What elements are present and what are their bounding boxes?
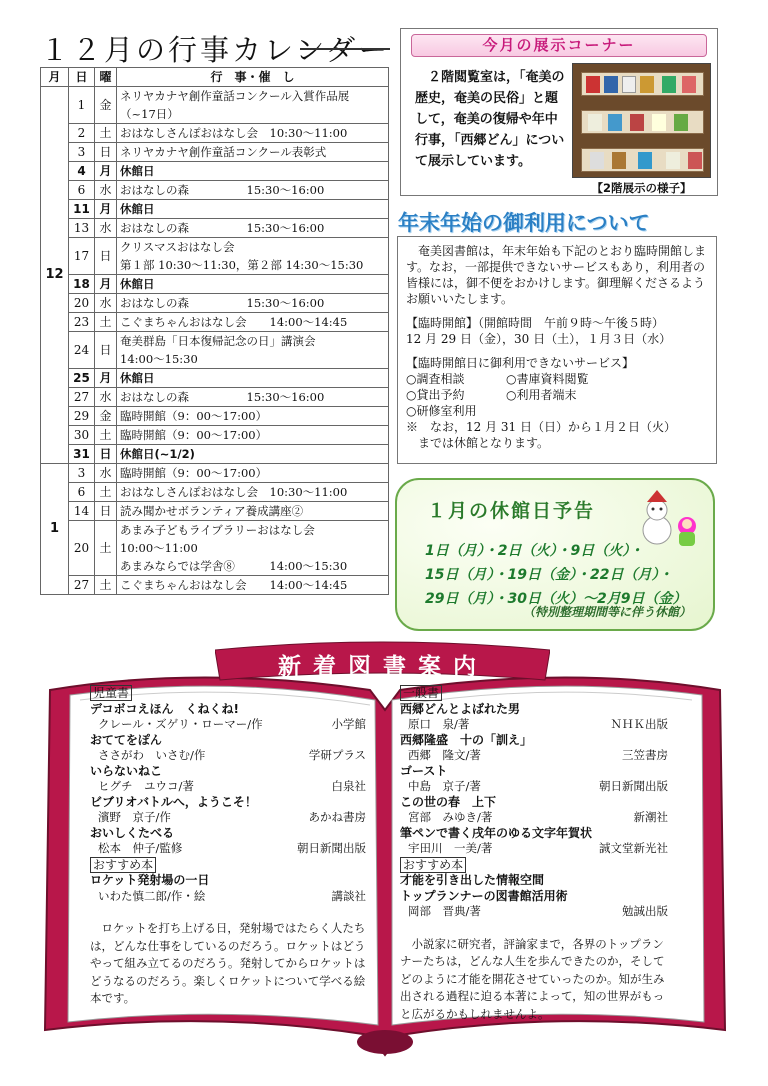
- calendar-day: 3: [69, 464, 95, 483]
- event-calendar-table: [40, 67, 389, 595]
- book-title: 西郷隆盛 十の「訓え」: [400, 732, 533, 747]
- calendar-row: [41, 219, 389, 238]
- calendar-row: [41, 313, 389, 332]
- book-credit: [90, 810, 366, 826]
- calendar-weekday: 土: [95, 426, 117, 445]
- book-publisher: 朝日新聞出版: [599, 779, 668, 793]
- calendar-row: [41, 483, 389, 502]
- calendar-weekday: 金: [95, 87, 117, 124]
- general-recommend-label: おすすめ本: [400, 857, 466, 873]
- calendar-day: 1: [69, 87, 95, 124]
- calendar-day: 20: [69, 521, 95, 576]
- calendar-weekday: 土: [95, 576, 117, 595]
- calendar-row: [41, 445, 389, 464]
- calendar-day: 11: [69, 200, 95, 219]
- exhibit-title: 今月の展示コーナー: [411, 34, 707, 57]
- calendar-event: 休館日: [117, 200, 389, 219]
- exhibit-box: [400, 28, 718, 196]
- children-recommend-label: おすすめ本: [90, 857, 156, 873]
- recommend-book-title: 才能を引き出した情報空間 トップランナーの図書館活用術: [400, 873, 568, 903]
- calendar-event: おはなしの森 15:30～16:00: [117, 294, 389, 313]
- book-title: 西郷どんとよばれた男: [400, 701, 521, 716]
- calendar-day: 31: [69, 445, 95, 464]
- calendar-row: [41, 124, 389, 143]
- recommend-book-title: ロケット発射場の一日: [90, 873, 210, 887]
- calendar-event: 休館日: [117, 162, 389, 181]
- calendar-event: 臨時開館（9：00～17:00）: [117, 426, 389, 445]
- book-publisher: 勉誠出版: [622, 904, 668, 918]
- book-author: クレール・ズゲリ・ローマー/作: [98, 717, 263, 731]
- calendar-event: おはなしの森 15:30～16:00: [117, 219, 389, 238]
- new-year-title: 年末年始の御利用について: [398, 211, 650, 235]
- calendar-row: [41, 576, 389, 595]
- calendar-weekday: 土: [95, 313, 117, 332]
- closure-dates-line: 29日（月）・30日（火）～2月9日（金）: [425, 591, 687, 607]
- book-title: ゴースト: [400, 763, 448, 778]
- calendar-event: こぐまちゃんおはなし会 14:00～14:45: [117, 576, 389, 595]
- calendar-weekday: 水: [95, 181, 117, 200]
- calendar-weekday: 月: [95, 200, 117, 219]
- recommend-book-credit: [400, 904, 668, 920]
- calendar-event: 奄美群島「日本復帰記念の日」講演会 14:00～15:30: [117, 332, 389, 369]
- book-title: 筆ペンで書く戌年のゆる文字年賀状: [400, 825, 593, 840]
- book-title: おててをぽん: [90, 732, 162, 747]
- calendar-weekday: 日: [95, 502, 117, 521]
- unavailable-heading: 【臨時開館日に御利用できないサービス】: [406, 356, 635, 370]
- book-credit: [400, 717, 668, 733]
- book-publisher: 講談社: [331, 888, 366, 903]
- calendar-row: [41, 407, 389, 426]
- calendar-row: [41, 162, 389, 181]
- general-recommend-description: 小説家に研究者，評論家まで，各界のトップランナーたちは，どんな人生を歩んできたのか，そしてどのように才能を開花させていったのか。知が生み出される過程に迫る本著によって，知の世界がもっと広がるかもしれませんよ。: [400, 936, 665, 1021]
- january-closures: [395, 478, 715, 631]
- calendar-event: 休館日: [117, 275, 389, 294]
- calendar-day: 29: [69, 407, 95, 426]
- book-author: 岡部 晋典/著: [408, 904, 481, 918]
- service-item: ○研修室利用: [406, 404, 477, 418]
- calendar-event: 臨時開館（9：00～17:00）: [117, 464, 389, 483]
- children-book-list: [90, 702, 366, 857]
- calendar-title: １２月の行事カレンダー: [40, 33, 391, 67]
- calendar-month: 12: [41, 87, 69, 464]
- book-publisher: 三笠書房: [622, 748, 668, 762]
- calendar-row: [41, 200, 389, 219]
- calendar-event: 読み聞かせボランティア養成講座②: [117, 502, 389, 521]
- calendar-day: 27: [69, 576, 95, 595]
- recommend-book-credit: [90, 889, 366, 905]
- calendar-weekday: 月: [95, 275, 117, 294]
- book-credit: [400, 748, 668, 764]
- calendar-day: 6: [69, 181, 95, 200]
- exhibit-photo-caption: 【2階展示の様子】: [591, 181, 692, 195]
- calendar-day: 3: [69, 143, 95, 162]
- closure-dates-line: 1日（月）・2日（火）・9日（火）・: [425, 543, 644, 559]
- book-credit: [400, 841, 668, 857]
- calendar-row: [41, 369, 389, 388]
- book-credit: [400, 779, 668, 795]
- book-author: 原口 泉/著: [408, 717, 470, 731]
- calendar-row: [41, 332, 389, 369]
- unavailable-services: [406, 371, 708, 419]
- calendar-row: [41, 464, 389, 483]
- service-item: ○利用者端末: [506, 388, 577, 402]
- exhibit-photo: [572, 63, 711, 178]
- calendar-weekday: 土: [95, 483, 117, 502]
- calendar-row: [41, 275, 389, 294]
- calendar-event: こぐまちゃんおはなし会 14:00～14:45: [117, 313, 389, 332]
- book-author: ささがわ いさむ/作: [98, 748, 206, 762]
- open-dates: 12 月 29 日（金），30 日（土），１月３日（水）: [406, 332, 672, 346]
- children-books-page: [90, 685, 366, 1008]
- calendar-weekday: 水: [95, 219, 117, 238]
- book-publisher: 学研プラス: [308, 748, 366, 762]
- book-publisher: 白泉社: [331, 779, 366, 793]
- book-author: いわた慎二郎/作・絵: [98, 888, 206, 903]
- calendar-day: 17: [69, 238, 95, 275]
- book-publisher: 小学館: [331, 717, 366, 731]
- book-author: 宇田川 一美/著: [408, 841, 493, 855]
- new-year-intro: 奄美図書館は，年末年始も下記のとおり臨時開館します。なお，一部提供できないサービスもあり，利用者の皆様には，御不便をおかけします。御理解くださるようお願いいたします。: [406, 244, 707, 306]
- children-recommend-description: ロケットを打ち上げる日，発射場ではたらく人たちは，どんな仕事をしているのだろう。ロケットはどうやって組み立てるのだろう。発射してからロケットはどうなるのだろう。楽しくロケットについて学べる絵本です。: [90, 921, 366, 1005]
- book-author: 濱野 京子/作: [98, 810, 171, 824]
- service-item: ○貸出予約: [406, 388, 465, 402]
- calendar-day: 30: [69, 426, 95, 445]
- book-title: おいしくたべる: [90, 825, 175, 840]
- book-author: 松本 仲子/監修: [98, 841, 183, 855]
- calendar-event: 休館日: [117, 369, 389, 388]
- book-publisher: 新潮社: [633, 810, 668, 824]
- calendar-row: [41, 238, 389, 275]
- general-book-list: [400, 702, 668, 857]
- calendar-day: 27: [69, 388, 95, 407]
- children-books-label: 児童書: [90, 685, 132, 701]
- book-credit: [90, 717, 366, 733]
- calendar-weekday: 日: [95, 332, 117, 369]
- calendar-event: おはなしの森 15:30～16:00: [117, 388, 389, 407]
- calendar-weekday: 土: [95, 521, 117, 576]
- calendar-event: ネリヤカナヤ創作童話コンクール入賞作品展 （~17日）: [117, 87, 389, 124]
- title-underline: [300, 48, 390, 50]
- calendar-row: [41, 294, 389, 313]
- general-books-page: [400, 685, 668, 1023]
- closure-note: ※ なお，12 月 31 日（日）から１月２日（火） までは休館となります。: [406, 420, 676, 450]
- calendar-event: おはなしさんぽおはなし会 10:30～11:00: [117, 483, 389, 502]
- header-day: 日: [69, 68, 95, 87]
- calendar-month: 1: [41, 464, 69, 595]
- calendar-event: あまみ子どもライブラリーおはなし会 10:00～11:00 あまみならでは学舎⑧ 14:00～15:30: [117, 521, 389, 576]
- calendar-row: [41, 388, 389, 407]
- calendar-weekday: 日: [95, 445, 117, 464]
- exhibit-text: ２階閲覧室は，「奄美の歴史，奄美の民俗」と題して，奄美の復帰や年中行事，「西郷どん」について展示しています。: [415, 70, 565, 169]
- calendar-day: 14: [69, 502, 95, 521]
- general-books-label: 一般書: [400, 685, 442, 701]
- header-event: 行 事・催 し: [117, 68, 389, 87]
- book-author: 西郷 隆文/著: [408, 748, 481, 762]
- calendar-row: [41, 143, 389, 162]
- calendar-day: 25: [69, 369, 95, 388]
- calendar-day: 6: [69, 483, 95, 502]
- book-publisher: 朝日新聞出版: [297, 841, 366, 855]
- calendar-event: おはなしさんぽおはなし会 10:30～11:00: [117, 124, 389, 143]
- calendar-body: [41, 87, 389, 595]
- book-title: この世の春 上下: [400, 794, 497, 809]
- closure-dates-line: 15日（月）・19日（金）・22日（月）・: [425, 567, 673, 583]
- calendar-day: 20: [69, 294, 95, 313]
- calendar-day: 2: [69, 124, 95, 143]
- calendar-row: [41, 181, 389, 200]
- new-year-notice: [397, 236, 717, 464]
- calendar-row: [41, 87, 389, 124]
- calendar-event: ネリヤカナヤ創作童話コンクール表彰式: [117, 143, 389, 162]
- new-books-title: 新着図書案内: [278, 654, 488, 680]
- calendar-row: [41, 426, 389, 445]
- book-publisher: ＮＨＫ出版: [610, 717, 668, 731]
- calendar-weekday: 月: [95, 162, 117, 181]
- calendar-day: 18: [69, 275, 95, 294]
- calendar-row: [41, 502, 389, 521]
- calendar-event: おはなしの森 15:30～16:00: [117, 181, 389, 200]
- service-item: ○書庫資料閲覧: [506, 372, 589, 386]
- book-credit: [90, 841, 366, 857]
- january-title: １月の休館日予告: [427, 500, 596, 522]
- open-heading: 【臨時開館】（開館時間 午前９時～午後５時）: [406, 316, 665, 330]
- book-credit: [400, 810, 668, 826]
- calendar-weekday: 水: [95, 388, 117, 407]
- calendar-weekday: 月: [95, 369, 117, 388]
- january-closure-dates: [425, 539, 686, 611]
- book-publisher: あかね書房: [308, 810, 366, 824]
- book-credit: [90, 748, 366, 764]
- calendar-event: クリスマスおはなし会 第１部 10:30～11:30，第２部 14:30～15:30: [117, 238, 389, 275]
- calendar-day: 23: [69, 313, 95, 332]
- january-note: （特別整理期間等に伴う休館）: [522, 605, 691, 619]
- calendar-weekday: 土: [95, 124, 117, 143]
- calendar-day: 13: [69, 219, 95, 238]
- book-author: 宮部 みゆき/著: [408, 810, 493, 824]
- calendar-day: 4: [69, 162, 95, 181]
- book-publisher: 誠文堂新光社: [599, 841, 668, 855]
- calendar-weekday: 日: [95, 143, 117, 162]
- service-item: ○調査相談: [406, 372, 465, 386]
- calendar-row: [41, 521, 389, 576]
- book-title: いらないねこ: [90, 763, 163, 778]
- header-weekday: 曜: [95, 68, 117, 87]
- calendar-weekday: 金: [95, 407, 117, 426]
- book-title: ビブリオバトルへ，ようこそ！: [90, 794, 257, 809]
- book-author: 中島 京子/著: [408, 779, 481, 793]
- calendar-weekday: 日: [95, 238, 117, 275]
- calendar-event: 休館日(~1/2): [117, 445, 389, 464]
- book-author: ヒグチ ユウコ/著: [98, 779, 194, 793]
- header-month: 月: [41, 68, 69, 87]
- book-credit: [90, 779, 366, 795]
- book-title: デコボコえほん くねくね!: [90, 701, 239, 716]
- calendar-weekday: 水: [95, 464, 117, 483]
- calendar-event: 臨時開館（9：00～17:00）: [117, 407, 389, 426]
- calendar-day: 24: [69, 332, 95, 369]
- calendar-weekday: 水: [95, 294, 117, 313]
